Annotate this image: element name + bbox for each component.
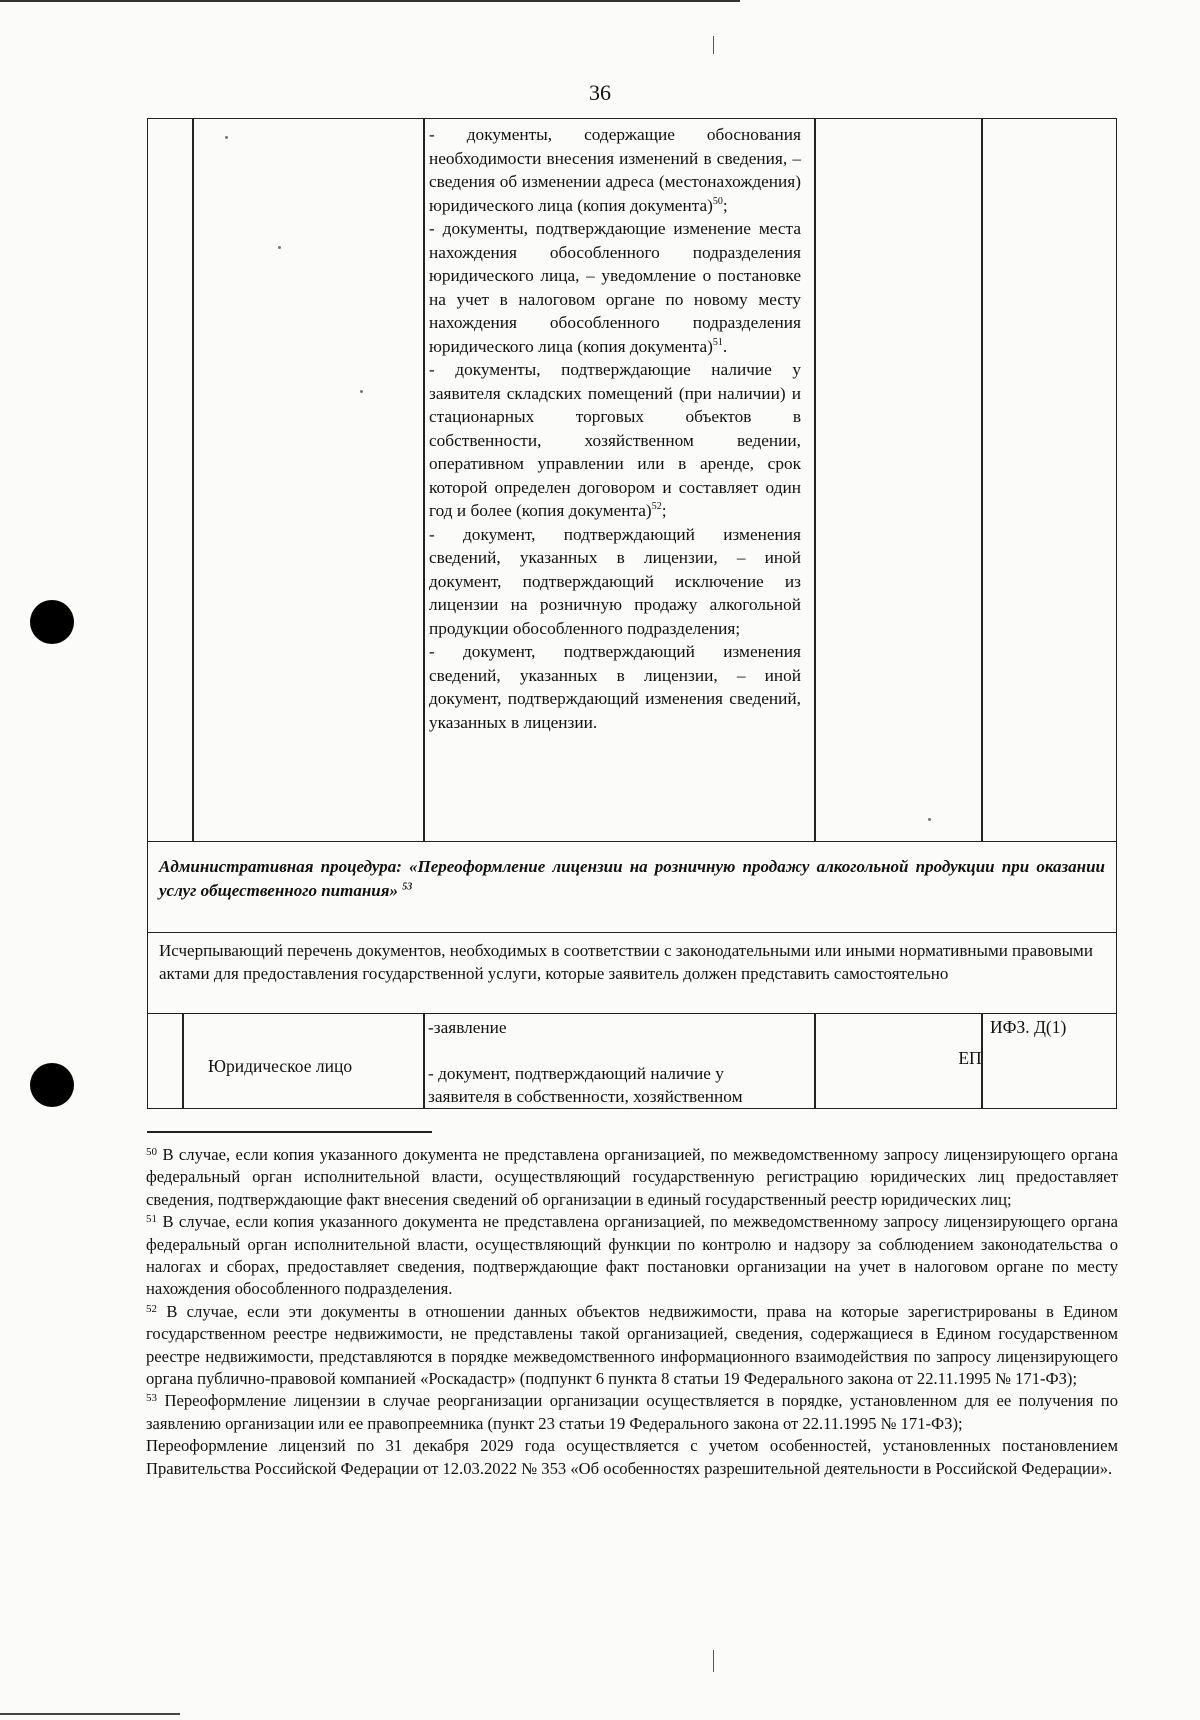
footnote: $^{52}$ В случае, если эти документы в отношении данных объектов недвижимости, права на которые зарегистрированы в Едином государственном реестре недвижимости, не представлены такой организацией, сведения, содержащиеся в Едином государственном реестре недвижимости, представляются в порядке межведомственного информационного взаимодействия по запросу лицензирующего органа публично-правовой компанией «Роскадастр» (подпункт 6 пункта 8 статьи 19 Федерального закона от 22.11.1995 № 171-ФЗ);: [146, 1301, 1118, 1389]
admin-procedure-row: [147, 841, 1117, 933]
footnote: $^{51}$ В случае, если копия указанного документа не представлена организацией, по межведомственному запросу лицензирующего органа федеральный орган исполнительной власти, осуществляющий функции по контролю и надзору за соблюдением законодательства о налогах и сборах, предоставляет сведения, подтверждающие факт постановки организации на учет в налоговом органе по месту нахождения обособленного подразделения.: [146, 1212, 1118, 1299]
footnote-ref: 52: [651, 501, 662, 513]
column-divider: [814, 119, 816, 841]
document-item: - документ, подтверждающий изменения сведений, указанных в лицензии, – иной документ, подтверждающий исключение из лицензии на розничную продажу алкогольной продукции обособленного подразделения;: [429, 524, 801, 638]
admin-procedure-title: Административная процедура: «Переоформление лицензии на розничную продажу алкогольной продукции при оказании услуг общественного питания» $^{53}$: [159, 857, 1105, 900]
result-code: ИФЗ. Д(1): [990, 1017, 1067, 1037]
document-item: - документы, подтверждающие наличие у заявителя складских помещений (при наличии) и стационарных торговых объектов в собственности, хозяйственном ведении, оперативном управлении или в аренде, срок которой определен договором и составляет один год и более (копия документа)$^{52}$;: [429, 360, 801, 520]
column-divider: [192, 119, 194, 841]
column-divider: [981, 119, 983, 841]
document-item: - документ, подтверждающий изменения сведений, указанных в лицензии, – иной документ, подтверждающий изменения сведений, указанных в лицензии.: [429, 642, 801, 732]
column-divider: [182, 1014, 184, 1108]
scan-tick-bottom: [713, 1650, 714, 1672]
punch-hole-lower: [30, 1063, 74, 1107]
footnote-ref: 51: [712, 336, 723, 348]
documents-cell: [428, 1016, 798, 1109]
scan-top-edge: [0, 0, 740, 2]
applicant-type: Юридическое лицо: [208, 1056, 353, 1076]
footnote-ref: 50: [712, 195, 723, 207]
exhaustive-list-row: [147, 932, 1117, 1014]
documents-cell: [429, 123, 801, 734]
column-divider: [423, 119, 425, 841]
scan-bottom-edge: [0, 1713, 180, 1715]
document-item: -заявление: [428, 1018, 507, 1037]
page-number: 36: [589, 80, 611, 105]
applicant-row: [147, 1013, 1117, 1109]
column-divider: [814, 1014, 816, 1108]
document-item: - документы, подтверждающие изменение места нахождения обособленного подразделения юридического лица, – уведомление о постановке на учет в налоговом органе по новому месту нахождения обособленного подразделения юридического лица (копия документа)$^{51}$.: [429, 219, 801, 356]
footnote: $^{50}$ В случае, если копия указанного документа не представлена организацией, по межведомственному запросу лицензирующего органа федеральный орган исполнительной власти, осуществляющий государственную регистрацию юридических лиц предоставляет сведения, подтверждающие факт внесения сведений об организации в единый государственный реестр юридических лиц;: [146, 1145, 1118, 1209]
document-item: - документы, содержащие обоснования необходимости внесения изменений в сведения, – сведения об изменении адреса (местонахождения) юридического лица (копия документа)$^{50}$;: [429, 125, 801, 215]
footnote-ref: 53: [402, 881, 413, 893]
footnotes: [146, 1144, 1118, 1480]
column-divider: [423, 1014, 425, 1108]
footnote-separator: [147, 1131, 432, 1133]
footnote: $^{53}$ Переоформление лицензии в случае реорганизации организации осуществляется в порядке, установленном для ее получения по заявлению организации или ее правопреемника (пункт 23 статьи 19 Федерального закона от 22.11.1995 № 171-ФЗ);: [146, 1391, 1118, 1433]
footnote-continuation: Переоформление лицензий по 31 декабря 2029 года осуществляется с учетом особенностей, установленных постановлением Правительства Российской Федерации от 12.03.2022 № 353 «Об особенностях разрешительной деятельности в Российской Федерации».: [146, 1436, 1118, 1478]
exhaustive-list-text: Исчерпывающий перечень документов, необходимых в соответствии с законодательными или иными нормативными правовыми актами для предоставления государственной услуги, которые заявитель должен представить самостоятельно: [159, 941, 1093, 983]
scan-tick-top: [713, 36, 714, 54]
signature-type: ЕП: [958, 1048, 982, 1068]
document-item: - документ, подтверждающий наличие у заявителя в собственности, хозяйственном: [428, 1063, 743, 1106]
documents-table-continued: [147, 118, 1117, 842]
punch-hole-upper: [30, 600, 74, 644]
